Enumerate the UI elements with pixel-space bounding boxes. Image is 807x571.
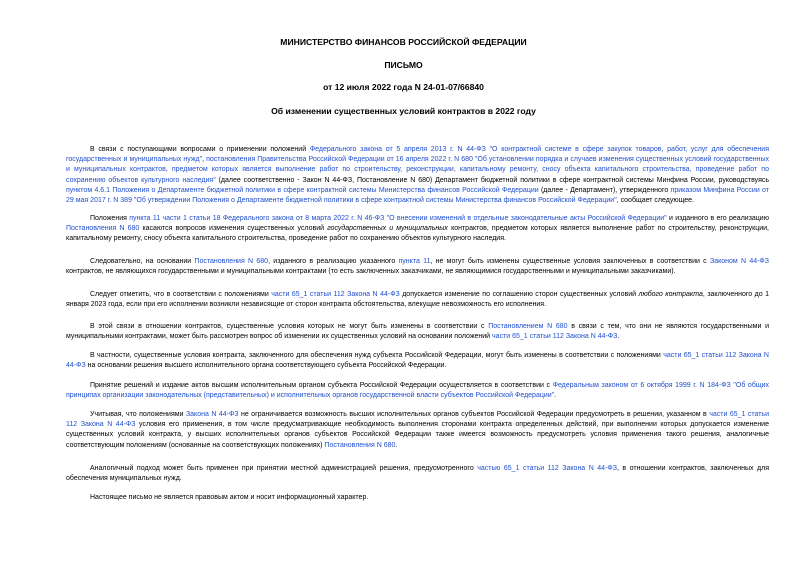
paragraph-3 (66, 257, 769, 277)
text: в связи с тем, что они не являются государственными и муниципальными контрактами, может быть рассмотрен вопрос об изменении их существенных условий на основании положений (66, 323, 769, 341)
link-law-184fz[interactable]: Федеральным законом от 6 октября 1999 г. N 184-ФЗ "Об общих принципах организации законодательных (представительных) и исполнительных органов государственной власти субъектов Российской Федерации" (66, 382, 770, 400)
date-number: от 12 июля 2022 года N 24-01-07/66840 (323, 82, 484, 92)
text: Следовательно, на основании (90, 258, 195, 265)
text: . (554, 392, 557, 400)
paragraph-8 (66, 410, 769, 451)
paragraph-1 (66, 145, 769, 206)
link-resolution-680[interactable]: постановления Правительства Российской Федерации от 16 апреля 2022 г. N 680 "Об установлении порядка и случаев изменения существенных условий государственных и муниципальных контрактов, предметом которых является выполнение работ по строительству, реконструкции, капитальному ремонту, сносу объекта капитального строительства, проведение работ по сохранению объектов культурного наследия" (66, 156, 770, 184)
text: контрактов, не являющихся государственными и муниципальными контрактами (то есть заключенных заказчиками, не являющимися государственными и муниципальными заказчиками). (66, 268, 676, 276)
link-item-11[interactable]: пункта 11 (398, 258, 431, 265)
text: . (617, 333, 620, 341)
link-resolution-680[interactable]: Постановления N 680 (66, 225, 140, 233)
paragraph-6 (66, 351, 769, 371)
text: (далее соответственно - Закон N 44-ФЗ, Постановление N 680) Департамент бюджетной политики в сфере контрактной системы Минфина России, руководствуясь (215, 176, 770, 184)
paragraph-4 (66, 290, 769, 310)
text: Аналогичный подход может быть применен при принятии местной администрацией решения, предусмотренного (90, 465, 478, 472)
text: условия его применения, в том числе предусматривающие необходимость выполнения сторонами контракта определенных действий, при выполнении которых допускается изменение существенных условий контракта, у высших исполнительных органов субъектов Российской Федерации также имеется возможность предусмотреть условия применения такого решения, аналогичные соответствующим положениям (основанные на соответствующих положениях) (66, 421, 769, 449)
text: контрактов, предметом которых является выполнение работ по строительству, реконструкции, капитальному ремонту, сносу объекта капитального строительства, проведение работ по сохранению объектов культурного наследия. (66, 225, 769, 243)
link-part-65-1[interactable]: части 65_1 статьи 112 Закона N 44-ФЗ (66, 411, 769, 429)
text: касаются вопросов изменения существенных условий (139, 225, 328, 233)
italic-text: государственных и муниципальных (327, 225, 448, 233)
italic-text: любого контракта (638, 291, 703, 298)
text: В этой связи в отношении контрактов, существенные условия которых не могут быть изменены в соответствии с (90, 323, 489, 330)
link-part-65-1[interactable]: части 65_1 статьи 112 Закона N 44-ФЗ (492, 333, 618, 341)
text: Положения (90, 215, 130, 222)
text: , не могут быть изменены существенные условия заключенных в соответствии с (430, 258, 710, 265)
text: допускается изменение по соглашению сторон существенных условий (399, 291, 639, 298)
link-resolution-680[interactable]: Постановления N 680 (194, 258, 269, 265)
text: и изданного в его реализацию (666, 215, 769, 222)
text: В связи с поступающими вопросами о применении положений (90, 146, 310, 153)
paragraph-7 (66, 381, 769, 401)
paragraph-10 (66, 493, 769, 503)
paragraph-9 (66, 464, 769, 484)
ministry-heading: МИНИСТЕРСТВО ФИНАНСОВ РОССИЙСКОЙ ФЕДЕРАЦИИ (280, 37, 527, 47)
link-department-regulation[interactable]: пунктом 4.6.1 Положения о Департаменте бюджетной политики в сфере контрактной системы Министерства финансов Российской Федерации (66, 186, 539, 194)
link-law-44fz[interactable]: Федерального закона от 5 апреля 2013 г. N 44-ФЗ "О контрактной системе в сфере закупок товаров, работ, услуг для обеспечения государственных и муниципальных нужд" (66, 146, 769, 164)
link-part-65-1[interactable]: частью 65_1 статьи 112 Закона N 44-ФЗ (477, 465, 617, 472)
text: , сообщает следующее. (616, 197, 694, 205)
document-type: ПИСЬМО (384, 60, 423, 70)
link-law-46fz[interactable]: пункта 11 части 1 статьи 18 Федерального закона от 8 марта 2022 г. N 46-ФЗ "О внесении изменений в отдельные законодательные акты Российской Федерации" (129, 215, 667, 222)
text: Настоящее письмо не является правовым актом и носит информационный характер. (90, 494, 369, 501)
text: , (202, 156, 207, 164)
text: Принятие решений и издание актов высшим исполнительным органом субъекта Российской Федерации осуществляется в соответствии с (90, 382, 553, 389)
text: (далее - Департамент), утвержденного (538, 186, 671, 194)
text: . (395, 441, 398, 449)
link-law-44fz[interactable]: Законом N 44-ФЗ (709, 258, 769, 265)
text: В частности, существенные условия контракта, заключенного для обеспечения нужд субъекта Российской Федерации, могут быть изменены в соответствии с положениями (90, 352, 664, 359)
text: , заключенного до 1 января 2023 года, если при его исполнении возникли независящие от сторон контракта обстоятельства, влекущие невозможность его исполнения. (66, 291, 770, 309)
paragraph-2 (66, 214, 769, 245)
text: на основании решения высшего исполнительного органа соответствующего субъекта Российской Федерации. (85, 362, 447, 370)
link-part-65-1[interactable]: части 65_1 статьи 112 Закона N 44-ФЗ (66, 352, 769, 370)
paragraph-5 (66, 322, 769, 342)
link-order-389[interactable]: приказом Минфина России от 29 мая 2017 г. N 389 "Об утверждении Положения о Департаменте бюджетной политики в сфере контрактной системы Министерства финансов Российской Федерации" (66, 186, 769, 205)
document-subject: Об изменении существенных условий контрактов в 2022 году (271, 106, 536, 116)
link-resolution-680[interactable]: Постановления N 680 (324, 441, 396, 449)
text: Учитывая, что положениями (90, 411, 186, 418)
link-resolution-680[interactable]: Постановлением N 680 (488, 323, 568, 330)
text: Следует отметить, что в соответствии с положениями (90, 291, 272, 298)
link-law-44fz[interactable]: Закона N 44-ФЗ (185, 411, 239, 418)
text: не ограничивается возможность высших исполнительных органов субъектов Российской Федерации предусмотреть в решении, указанном в (238, 411, 710, 418)
text: , в отношении контрактов, заключенных для обеспечения муниципальных нужд. (66, 465, 769, 483)
link-part-65-1[interactable]: части 65_1 статьи 112 Закона N 44-ФЗ (271, 291, 400, 298)
text: , изданного в реализацию указанного (268, 258, 399, 265)
